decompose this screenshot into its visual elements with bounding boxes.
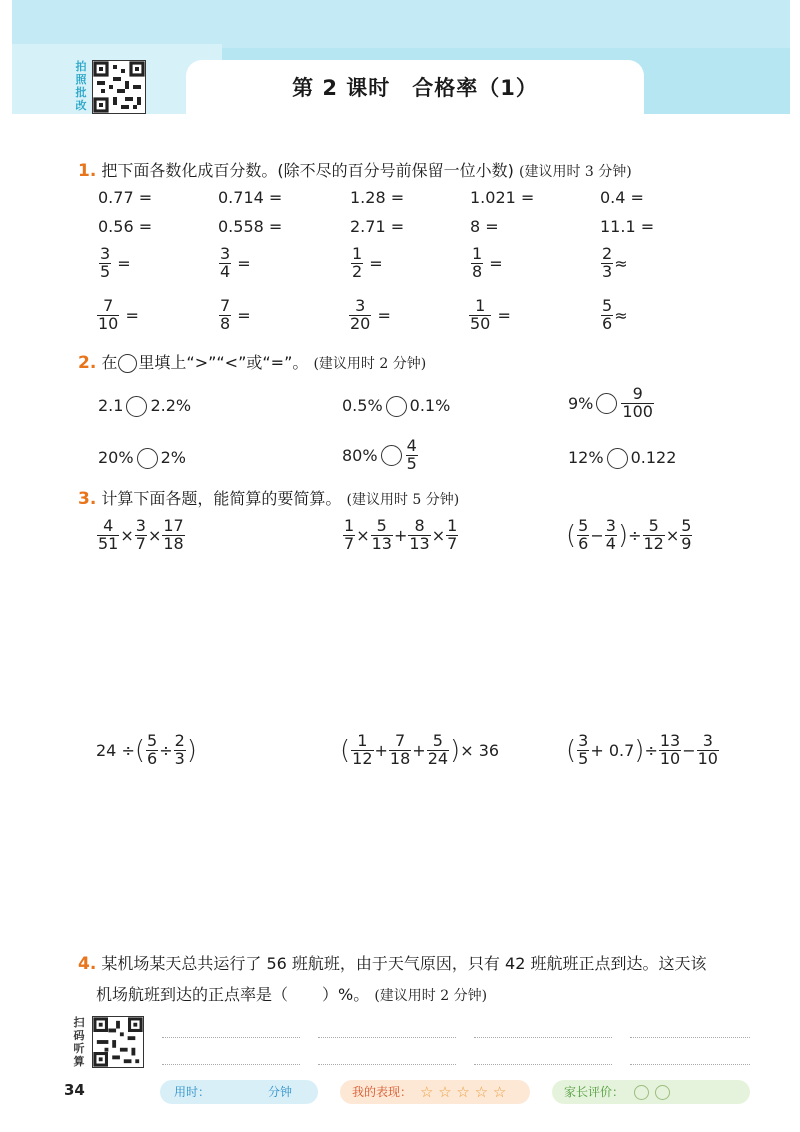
smile-icon[interactable] (655, 1085, 670, 1100)
q1-item: 0.56 = (98, 217, 153, 236)
q1-item: 0.4 = (600, 188, 644, 207)
parent-eval-label: 家长评价： (564, 1085, 625, 1099)
q4-hint: (建议用时 2 分钟) (374, 988, 488, 1004)
q1-fraction-item: $\frac{7}{8}$ = (220, 296, 251, 333)
answer-line (630, 1064, 750, 1065)
circle-icon (118, 354, 137, 373)
answer-circle[interactable] (126, 396, 147, 417)
answer-line (474, 1064, 612, 1065)
q1-fraction-item: $\frac{1}{8}$ = (472, 244, 503, 281)
smile-icon[interactable] (634, 1085, 649, 1100)
q3-hint: (建议用时 5 分钟) (346, 492, 460, 508)
scan-grade-label: 拍 照 批 改 (75, 60, 87, 112)
q1-heading (78, 158, 632, 181)
time-unit: 分钟 (268, 1085, 293, 1099)
q1-fraction-item: $\frac{1}{50}$ = (470, 296, 511, 333)
q3-heading (78, 486, 459, 509)
q3-expression-1: $\frac{4}{51}$ × $\frac{3}{7}$ × $\frac{17}{18}$ (98, 516, 184, 553)
q4-line-1 (78, 951, 706, 974)
q3-expression-6: ( $\frac{3}{5}$ + 0.7)÷ $\frac{13}{10}$ − $\frac{3}{10}$ (566, 731, 718, 768)
q1-text: 把下面各数化成百分数。(除不尽的百分号前保留一位小数) (101, 161, 514, 180)
q2-heading: 2. 在 里填上“>”“<”或“=”。 (建议用时 2 分钟) (78, 353, 427, 373)
answer-line (318, 1037, 456, 1038)
q1-item: 11.1 = (600, 217, 655, 236)
answer-line (162, 1037, 300, 1038)
q1-item: 0.714 = (218, 188, 283, 207)
q1-hint: (建议用时 3 分钟) (518, 164, 632, 180)
q2-number: 2. (78, 353, 97, 373)
parent-eval-pill (552, 1080, 750, 1104)
q1-item: 0.558 = (218, 217, 283, 236)
q1-fraction-item: $\frac{7}{10}$ = (98, 296, 139, 333)
header-band-top (12, 0, 790, 48)
q3-number: 3. (78, 489, 97, 509)
answer-circle[interactable] (386, 396, 407, 417)
page-number: 34 (64, 1081, 85, 1099)
q3-expression-5: ( $\frac{1}{12}$ + $\frac{7}{18}$ + $\frac{5}{24}$ )× 36 (340, 731, 500, 768)
q1-item: 1.021 = (470, 188, 535, 207)
answer-circle[interactable] (607, 448, 628, 469)
answer-line (630, 1037, 750, 1038)
answer-circle[interactable] (137, 448, 158, 469)
qr-code-icon[interactable] (92, 1016, 144, 1068)
q3-expression-3: ( $\frac{5}{6}$ − $\frac{3}{4}$ )÷ $\frac{5}{12}$ × $\frac{5}{9}$ (566, 516, 692, 553)
performance-label: 我的表现： (352, 1085, 413, 1099)
q1-item: 8 = (470, 217, 499, 236)
time-pill (160, 1080, 318, 1104)
q3-text: 计算下面各题，能简算的要简算。 (101, 489, 342, 508)
q2-compare-item: 12% 0.122 (568, 448, 677, 467)
answer-line (162, 1064, 300, 1065)
q2-compare-item: 0.5% 0.1% (342, 396, 451, 415)
answer-circle[interactable] (596, 393, 617, 414)
q4-number: 4. (78, 954, 97, 974)
q1-item: 2.71 = (350, 217, 405, 236)
q4-line-2: 机场航班到达的正点率是（ ）%。 (建议用时 2 分钟) (96, 985, 488, 1004)
q1-fraction-item: $\frac{3}{4}$ = (220, 244, 251, 281)
q3-expression-2: $\frac{1}{7}$ × $\frac{5}{13}$ + $\frac{8}{13}$ × $\frac{1}{7}$ (344, 516, 458, 553)
page-title: 第 2 课时 合格率（1） (292, 76, 538, 100)
q1-number: 1. (78, 161, 97, 181)
qr-code-icon[interactable] (92, 60, 146, 114)
q3-expression-4: 24 ÷( $\frac{5}{6}$ ÷ $\frac{2}{3}$ ) (96, 731, 197, 768)
q2-compare-item: 9% $\frac{9}{100}$ (568, 384, 653, 421)
q1-fraction-item: $\frac{3}{20}$ = (350, 296, 391, 333)
time-label: 用时： (174, 1085, 211, 1099)
answer-line (474, 1037, 612, 1038)
q2-hint: (建议用时 2 分钟) (313, 356, 427, 372)
answer-line (318, 1064, 456, 1065)
q1-fraction-item: $\frac{3}{5}$ = (100, 244, 131, 281)
star-rating-icon[interactable]: ☆ ☆ ☆ ☆ ☆ (420, 1083, 507, 1101)
q1-fraction-item: $\frac{1}{2}$ = (352, 244, 383, 281)
q1-item: 0.77 = (98, 188, 153, 207)
answer-circle[interactable] (381, 445, 402, 466)
scan-listen-label: 扫 码 听 算 (73, 1016, 85, 1068)
q2-compare-item: 20% 2% (98, 448, 186, 467)
q2-compare-item: 80% $\frac{4}{5}$ (342, 436, 417, 473)
q4-text: 某机场某天总共运行了 56 班航班，由于天气原因，只有 42 班航班正点到达。这天该 (101, 954, 707, 973)
q1-item: 1.28 = (350, 188, 405, 207)
q1-fraction-item: $\frac{2}{3}$ ≈ (602, 244, 628, 281)
q2-compare-item: 2.1 2.2% (98, 396, 192, 415)
performance-pill (340, 1080, 530, 1104)
q1-fraction-item: $\frac{5}{6}$ ≈ (602, 296, 628, 333)
